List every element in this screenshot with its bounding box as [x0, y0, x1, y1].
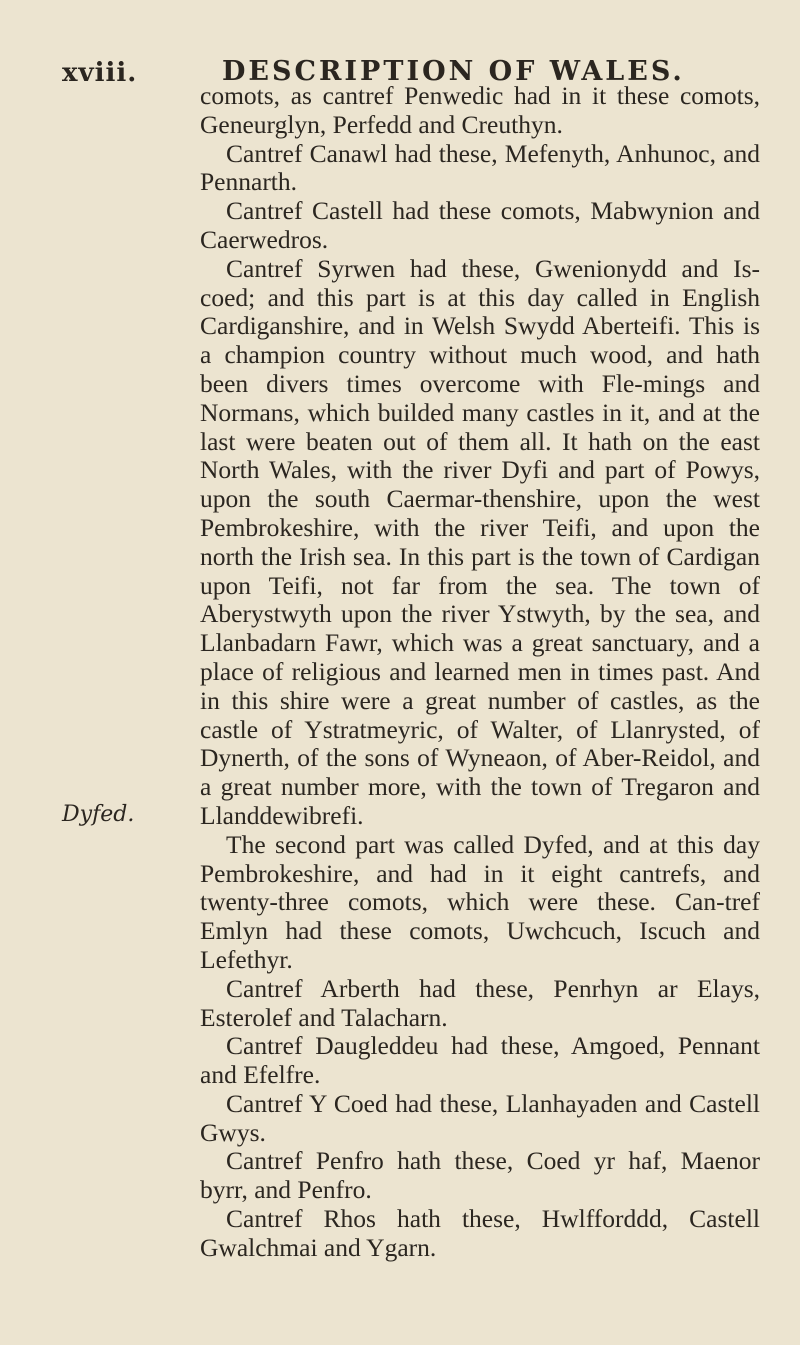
margin-note: Dyfed. — [62, 802, 135, 827]
paragraph: Cantref Canawl had these, Mefenyth, Anhunoc, and Pennarth. — [200, 138, 760, 197]
body-text — [200, 82, 760, 1263]
paragraph: Cantref Castell had these comots, Mabwynion and Caerwedros. — [200, 196, 760, 254]
paragraph: Cantref Penfro hath these, Coed yr haf, Maenor byrr, and Penfro. — [200, 1146, 760, 1205]
paragraph: Cantref Daugleddeu had these, Amgoed, Pennant and Efelfre. — [200, 1031, 760, 1090]
paragraph: The second part was called Dyfed, and at this day Pembrokeshire, and had in it eight cantrefs, and twenty-three comots, which were these. Can-tref Emlyn had these comots, Uwchcuch, Iscuch and Lefethyr. — [200, 829, 760, 974]
page-number: xviii. — [62, 58, 138, 88]
running-head: DESCRIPTION OF WALES. — [222, 56, 685, 87]
paragraph: Cantref Y Coed had these, Llanhayaden and Castell Gwys. — [200, 1088, 760, 1147]
paragraph: Cantref Rhos hath these, Hwlfforddd, Castell Gwalchmai and Ygarn. — [200, 1204, 760, 1262]
paragraph: Cantref Arberth had these, Penrhyn ar Elays, Esterolef and Talacharn. — [200, 973, 760, 1032]
paragraph: comots, as cantref Penwedic had in it these comots, Geneurglyn, Perfedd and Creuthyn. — [200, 81, 760, 139]
paragraph: Cantref Syrwen had these, Gwenionydd and Is-coed; and this part is at this day called in English Cardiganshire, and in Welsh Swydd Aberteifi. This is a champion country without much wood, and hath been divers times overcome with Fle-mings and Normans, which builded many castles in it, and at the last were beaten out of them all. It hath on the east North Wales, with the river Dyfi and part of Powys, upon the south Caermar-thenshire, upon the west Pembrokeshire, with the river Teifi, and upon the north the Irish sea. In this part is the town of Cardigan upon Teifi, not far from the sea. The town of Aberystwyth upon the river Ystwyth, by the sea, and Llanbadarn Fawr, which was a great sanctuary, and a place of religious and learned men in times past. And in this shire were a great number of castles, as the castle of Ystratmeyric, of Walter, of Llanrysted, of Dynerth, of the sons of Wyneaon, of Aber-Reidol, and a great number more, with the town of Tregaron and Llanddewibrefi. — [200, 253, 760, 830]
